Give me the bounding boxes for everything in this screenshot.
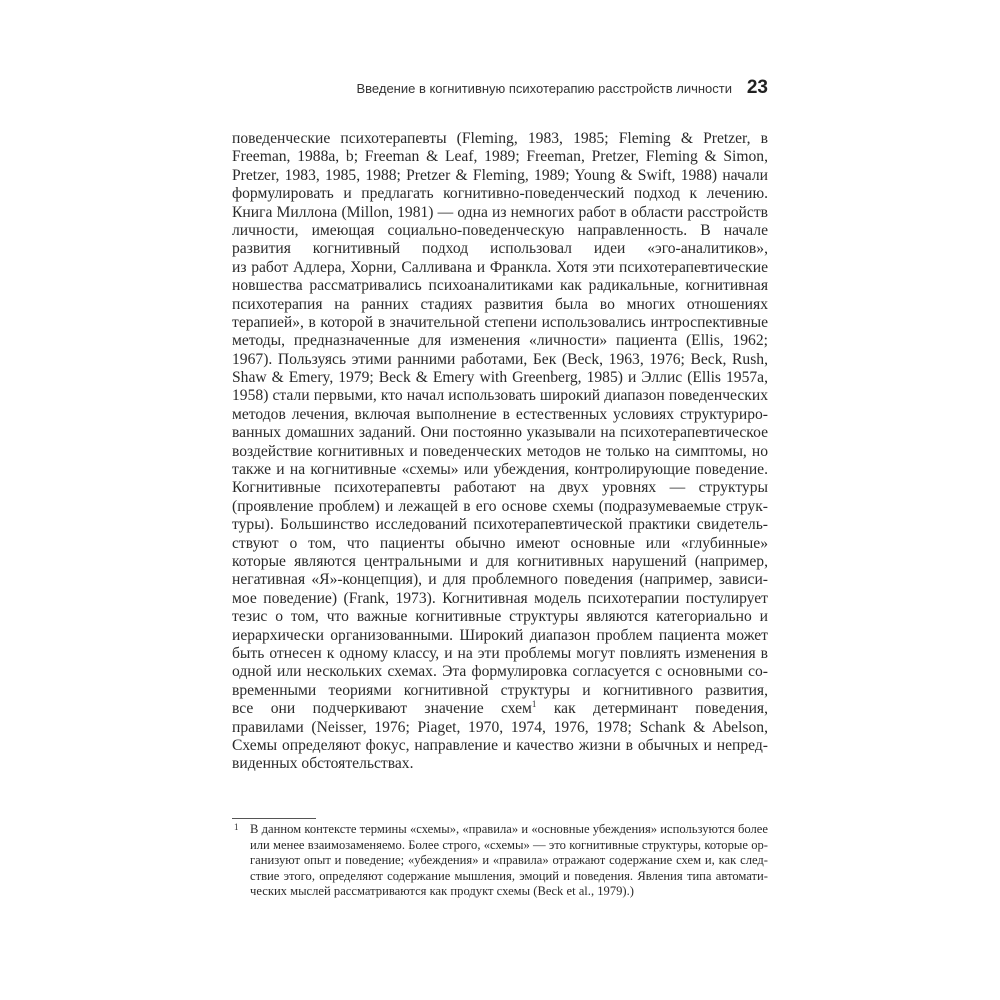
footnote-line: В данном контексте термины «схемы», «правила» и «основные убеждения» используются более — [250, 822, 768, 836]
text-line: иерархически организованными. Широкий диапазон проблем пациента может — [232, 626, 768, 644]
footnote-divider — [232, 818, 316, 819]
text-line: Схемы определяют фокус, направление и качество жизни в обычных и непред- — [232, 736, 768, 754]
running-title: Введение в когнитивную психотерапию расстройств личности — [356, 81, 732, 96]
text-line: психотерапия на ранних стадиях развития была во многих отношениях — [232, 295, 768, 313]
text-line: все они подчеркивают значение схем$^1$ как детерминант поведения, — [232, 700, 768, 718]
text-line: мое поведение) (Frank, 1973). Когнитивная модель психотерапии постулирует — [232, 589, 768, 607]
text-line: поведенческие психотерапевты (Fleming, 1983, 1985; Fleming & Pretzer, в — [232, 130, 768, 147]
footnote — [232, 822, 768, 900]
footnote-line: ствие этого, определяют содержание мышления, эмоций и поведения. Явления типа автомати- — [250, 868, 768, 883]
running-header — [232, 77, 768, 101]
footnote-marker: 1 — [234, 822, 239, 832]
text-line: 1967). Пользуясь этими ранними работами, Бек (Beck, 1963, 1976; Beck, Rush, — [232, 350, 768, 368]
text-line: ствуют о том, что пациенты обычно имеют основные или «глубинные» — [232, 534, 768, 552]
text-line: ванных домашних заданий. Они постоянно указывали на психотерапевтическое — [232, 424, 768, 442]
text-line: личности, имеющая социально-поведенческую направленность. В начале — [232, 221, 768, 239]
text-line: тезис о том, что важные когнитивные структуры являются категориально и — [232, 608, 768, 626]
text-line: быть отнесен к одному классу, и на эти проблемы могут повлиять изменения в — [232, 644, 768, 662]
text-line: развития когнитивный подход использовал идеи «эго-аналитиков», — [232, 240, 768, 258]
text-line: негативная «Я»-концепция), и для проблемного поведения (например, зависи- — [232, 571, 768, 589]
body-text — [232, 130, 768, 774]
text-line: правилами (Neisser, 1976; Piaget, 1970, 1974, 1976, 1978; Schank & Abelson, — [232, 718, 768, 736]
text-line: которые являются центральными и для когнитивных нарушений (например, — [232, 552, 768, 570]
text-line: виденных обстоятельствах. — [232, 755, 414, 773]
text-line: методов лечения, включая выполнение в естественных условиях структуриро- — [232, 405, 768, 423]
text-line: из работ Адлера, Хорни, Салливана и Франкла. Хотя эти психотерапевтические — [232, 258, 768, 276]
text-line: Shaw & Emery, 1979; Beck & Emery with Greenberg, 1985) и Эллис (Ellis 1957a, — [232, 369, 768, 387]
text-line: Freeman, 1988a, b; Freeman & Leaf, 1989; Freeman, Pretzer, Fleming & Simon, — [232, 148, 768, 166]
page-number: 23 — [746, 77, 768, 98]
text-line: временными теориями когнитивной структуры и когнитивного развития, — [232, 681, 768, 699]
text-line: терапией», в которой в значительной степени использовались интроспективные — [232, 313, 768, 331]
text-line: Книга Миллона (Millon, 1981) — одна из немногих работ в области расстройств — [232, 203, 768, 221]
footnote-line: ческих мыслей рассматриваются как продукт схемы (Beck et al., 1979).) — [250, 884, 634, 899]
text-line: новшества рассматривались психоаналитиками как радикальные, когнитивная — [232, 277, 768, 295]
text-line: воздействие когнитивных и поведенческих методов не только на симптомы, но — [232, 442, 768, 460]
text-line: формулировать и предлагать когнитивно-поведенческий подход к лечению. — [232, 185, 768, 203]
text-line: 1958) стали первыми, кто начал использовать широкий диапазон поведенческих — [232, 387, 768, 405]
text-line: Когнитивные психотерапевты работают на двух уровнях — структуры — [232, 479, 768, 497]
text-line: Pretzer, 1983, 1985, 1988; Pretzer & Fleming, 1989; Young & Swift, 1988) начали — [232, 166, 768, 184]
footnote-line: или менее взаимозаменяемо. Более строго, «схемы» — это когнитивные структуры, которые ор- — [250, 837, 768, 852]
text-line: (проявление проблем) и лежащей в его основе схемы (подразумеваемые струк- — [232, 497, 768, 515]
footnote-reference[interactable]: 1 — [531, 700, 537, 709]
text-line: туры). Большинство исследований психотерапевтической практики свидетель- — [232, 516, 768, 534]
text-line: методы, предназначенные для изменения «личности» пациента (Ellis, 1962; — [232, 332, 768, 350]
text-line: также и на когнитивные «схемы» или убеждения, контролирующие поведение. — [232, 461, 768, 479]
footnote-line: ганизуют опыт и поведение; «убеждения» и «правила» отражают содержание схем и, как след- — [250, 853, 768, 868]
text-line: одной или нескольких схемах. Эта формулировка согласуется с основными со- — [232, 663, 768, 681]
